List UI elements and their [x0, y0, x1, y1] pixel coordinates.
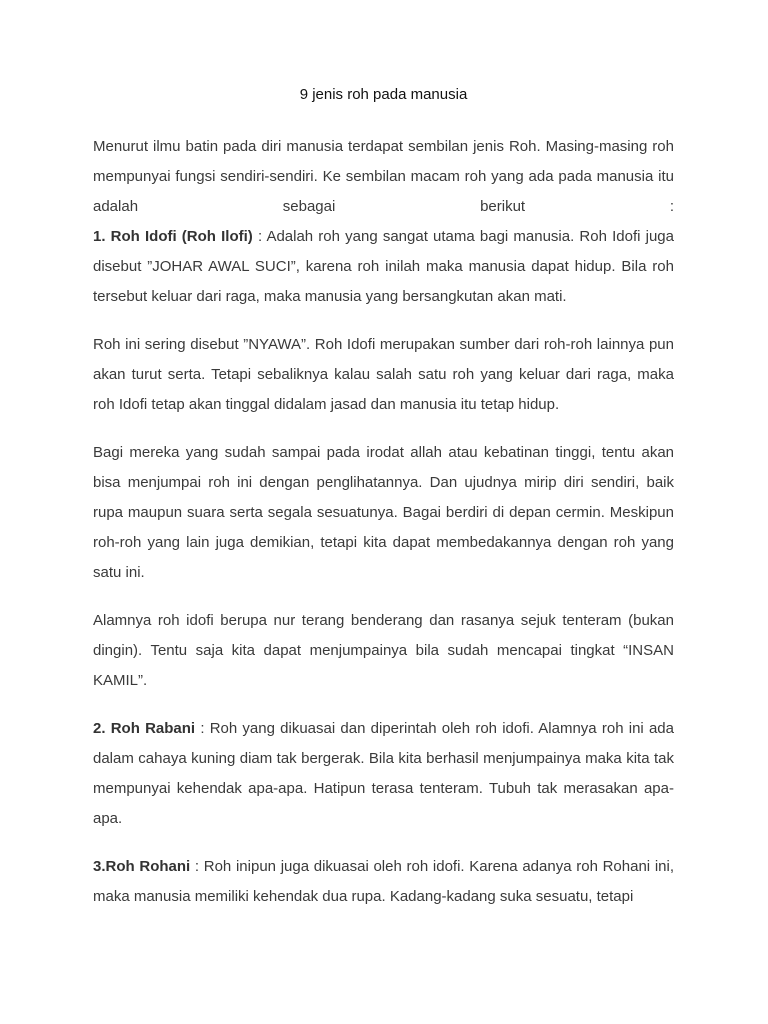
item-2-text: : Roh yang dikuasai dan diperintah oleh roh idofi. Alamnya roh ini ada dalam cahaya kuning diam tak bergerak. Bila kita berhasil menjumpainya maka kita tak mempunyai kehendak apa-apa. Hatipun terasa tenteram. Tubuh tak merasakan apa-apa. — [93, 720, 674, 827]
item-1 — [93, 222, 674, 312]
item-2-label: 2. Roh Rabani — [93, 720, 196, 737]
paragraph-4: Alamnya roh idofi berupa nur terang benderang dan rasanya sejuk tenteram (bukan dingin). Tentu saja kita dapat menjumpainya bila sudah mencapai tingkat “INSAN KAMIL”. — [93, 612, 674, 689]
item-1-label: 1. Roh Idofi (Roh Ilofi) — [93, 228, 253, 245]
item-3-text: : Roh inipun juga dikuasai oleh roh idofi. Karena adanya roh Rohani ini, maka manusia memiliki kehendak dua rupa. Kadang-kadang suka sesuatu, tetapi — [93, 858, 675, 905]
document-page — [93, 84, 674, 930]
document-title: 9 jenis roh pada manusia — [299, 86, 468, 103]
item-3 — [93, 852, 674, 912]
intro-text: Menurut ilmu batin pada diri manusia terdapat sembilan jenis Roh. Masing-masing roh mempunyai fungsi sendiri-sendiri. Ke sembilan macam roh yang ada pada manusia itu adalah sebagai berikut : — [93, 138, 674, 215]
paragraph-2: Roh ini sering disebut ”NYAWA”. Roh Idofi merupakan sumber dari roh-roh lainnya pun akan turut serta. Tetapi sebaliknya kalau salah satu roh yang keluar dari raga, maka roh Idofi tetap akan tinggal didalam jasad dan manusia itu tetap hidup. — [93, 336, 674, 413]
intro-paragraph — [93, 132, 674, 312]
item-3-label: 3.Roh Rohani — [93, 858, 191, 875]
item-2 — [93, 714, 674, 834]
item-1-text: : Adalah roh yang sangat utama bagi manusia. Roh Idofi juga disebut ”JOHAR AWAL SUCI”, karena roh inilah maka manusia dapat hidup. Bila roh tersebut keluar dari raga, maka manusia yang bersangkutan akan mati. — [93, 228, 674, 305]
paragraph-3: Bagi mereka yang sudah sampai pada irodat allah atau kebatinan tinggi, tentu akan bisa menjumpai roh ini dengan penglihatannya. Dan ujudnya mirip diri sendiri, baik rupa maupun suara serta segala sesuatunya. Bagai berdiri di depan cermin. Meskipun roh-roh yang lain juga demikian, tetapi kita dapat membedakannya dengan roh yang satu ini. — [93, 444, 674, 581]
